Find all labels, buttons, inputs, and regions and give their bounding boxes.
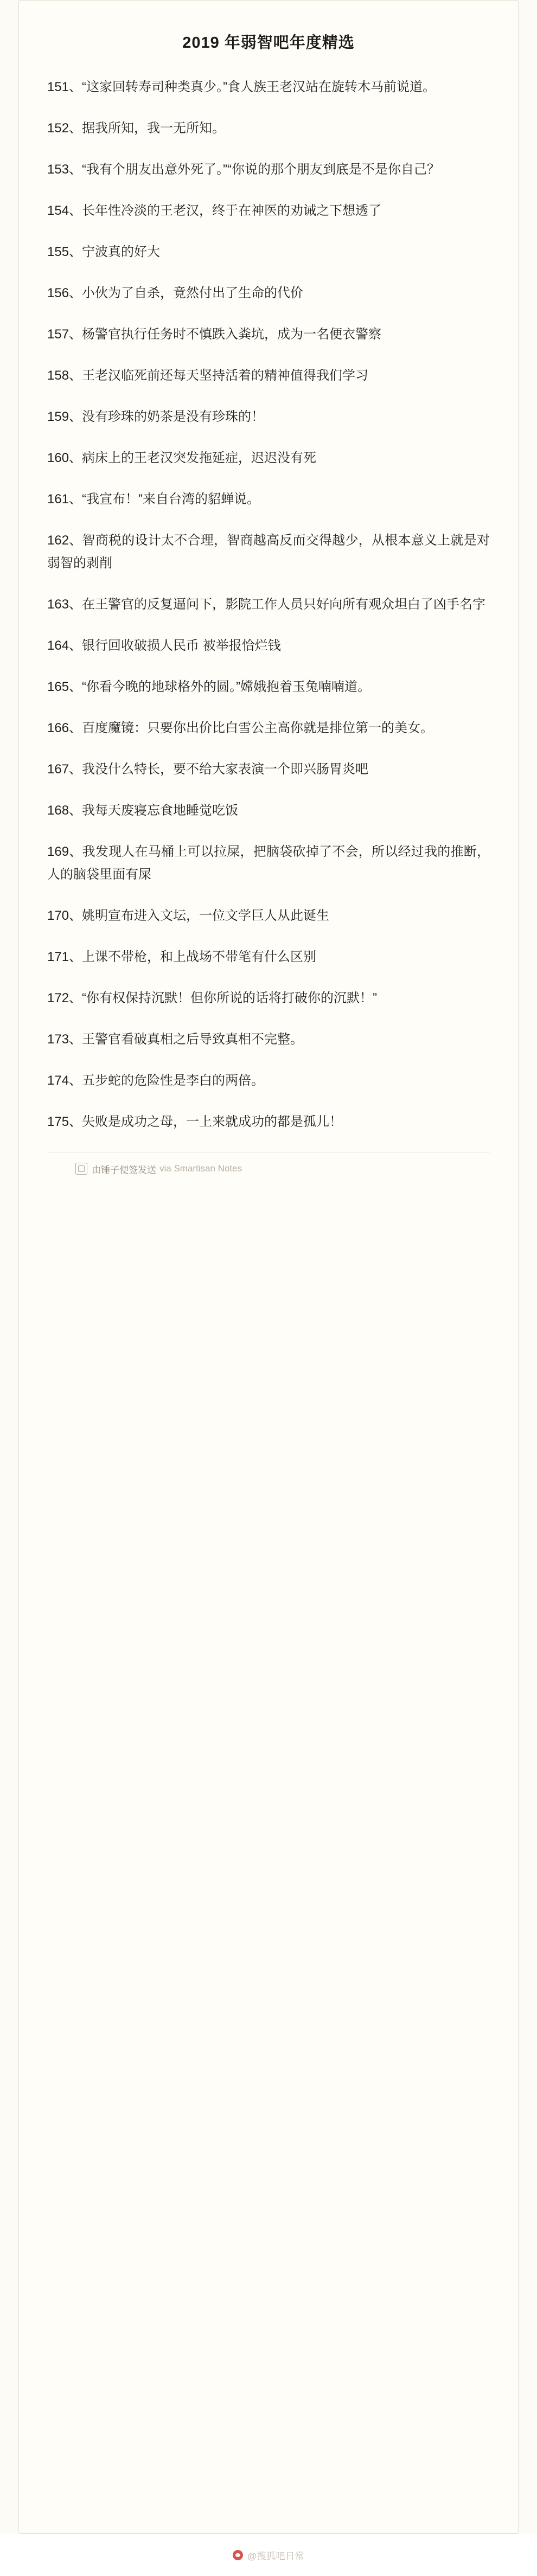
list-item: 153、“我有个朋友出意外死了。”“你说的那个朋友到底是不是你自己？ bbox=[47, 162, 440, 177]
list-item: 158、王老汉临死前还每天坚持活着的精神值得我们学习 bbox=[47, 368, 369, 383]
note-card bbox=[18, 0, 519, 2534]
list-item: 152、据我所知，我一无所知。 bbox=[47, 120, 226, 136]
list-item: 171、上课不带枪，和上战场不带笔有什么区别 bbox=[47, 949, 317, 964]
note-icon bbox=[75, 1163, 87, 1175]
list-item: 157、杨警官执行任务时不慎跌入粪坑，成为一名便衣警察 bbox=[47, 326, 382, 342]
page-title: 2019 年弱智吧年度精选 bbox=[182, 34, 355, 52]
list-item: 159、没有珍珠的奶茶是没有珍珠的！ bbox=[47, 409, 265, 424]
list-item: 175、失败是成功之母，一上来就成功的都是孤儿！ bbox=[47, 1114, 343, 1129]
list-item: 151、“这家回转寿司种类真少。”食人族王老汉站在旋转木马前说道。 bbox=[47, 79, 436, 94]
footer-source-label: 由锤子便签发送 bbox=[92, 1164, 156, 1175]
list-item: 165、“你看今晚的地球格外的圆。”嫦娥抱着玉兔喃喃道。 bbox=[47, 679, 371, 694]
list-item: 169、我发现人在马桶上可以拉屎，把脑袋砍掉了不会，所以经过我的推断，人的脑袋里面有屎 bbox=[47, 844, 490, 882]
app-watermark-bar bbox=[0, 2534, 537, 2576]
list-item: 163、在王警官的反复逼问下，影院工作人员只好向所有观众坦白了凶手名字 bbox=[47, 597, 486, 612]
list-item: 174、五步蛇的危险性是李白的两倍。 bbox=[47, 1073, 265, 1088]
watermark-label: @搜狐吧日常 bbox=[247, 2551, 305, 2561]
footer-via-label: via Smartisan Notes bbox=[159, 1163, 242, 1174]
list-item: 164、银行回收破损人民币 被举报恰烂钱 bbox=[47, 638, 281, 653]
list-item: 155、宁波真的好大 bbox=[47, 244, 161, 259]
list-item: 161、“我宣布！”来自台湾的貂蝉说。 bbox=[47, 491, 260, 507]
list-item: 170、姚明宣布进入文坛，一位文学巨人从此诞生 bbox=[47, 908, 330, 923]
list-item: 173、王警官看破真相之后导致真相不完整。 bbox=[47, 1031, 304, 1047]
list-item: 160、病床上的王老汉突发拖延症，迟迟没有死 bbox=[47, 450, 317, 465]
list-item: 154、长年性冷淡的王老汉，终于在神医的劝诫之下想透了 bbox=[47, 203, 382, 218]
list-item: 167、我没什么特长，要不给大家表演一个即兴肠胃炎吧 bbox=[47, 761, 369, 777]
list-item: 166、百度魔镜：只要你出价比白雪公主高你就是排位第一的美女。 bbox=[47, 720, 434, 735]
list-item: 162、智商税的设计太不合理，智商越高反而交得越少，从根本意义上就是对弱智的剥削 bbox=[47, 533, 490, 571]
list-item: 172、“你有权保持沉默！但你所说的话将打破你的沉默！” bbox=[47, 990, 378, 1005]
note-footer bbox=[47, 1152, 490, 1181]
list-item: 168、我每天废寝忘食地睡觉吃饭 bbox=[47, 803, 239, 818]
weibo-logo-icon bbox=[233, 2550, 243, 2560]
list-item: 156、小伙为了自杀，竟然付出了生命的代价 bbox=[47, 285, 304, 300]
